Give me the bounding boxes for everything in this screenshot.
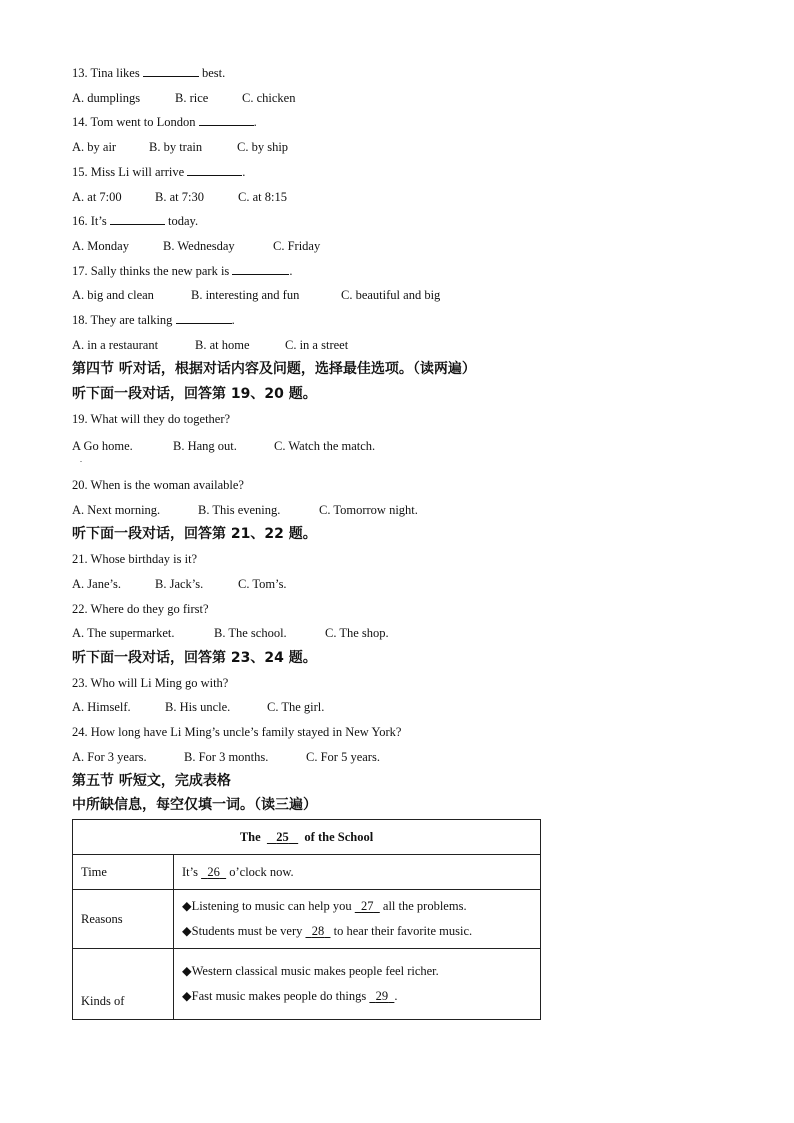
option-c: C. beautiful and big — [341, 288, 441, 302]
option-b: B. Hang out. — [173, 439, 237, 453]
reason-1: ◆Listening to music can help you 27 all the problems. — [182, 894, 532, 919]
blank-25: 25 — [276, 829, 289, 844]
info-table — [72, 819, 541, 1020]
option-b: B. interesting and fun — [191, 288, 300, 302]
time-label-cell: Time — [73, 855, 174, 890]
option-b: B. at home — [195, 338, 250, 352]
option-c: C. The shop. — [325, 626, 389, 640]
option-a: A. in a restaurant — [72, 338, 159, 352]
option-c: C. chicken — [242, 91, 296, 105]
question-20-stem: 20. When is the woman available? — [72, 478, 244, 492]
blank-29: 29 — [375, 989, 389, 1003]
option-a: A. Next morning. — [72, 503, 161, 517]
stray-dot: . — [80, 455, 82, 464]
option-c: C. For 5 years. — [306, 750, 380, 764]
question-22-stem: 22. Where do they go first? — [72, 602, 209, 616]
question-15-stem: 15. Miss Li will arrive . — [72, 165, 246, 179]
dialog-instruction-19-20: 听下面一段对话，回答第 19、20 题。 — [72, 386, 317, 402]
answer-blank — [176, 312, 232, 324]
table-title: The 25 of the School — [73, 820, 541, 855]
section-4-title: 第四节 听对话，根据对话内容及问题，选择最佳选项。（读两遍） — [72, 361, 476, 377]
answer-blank — [143, 65, 199, 77]
answer-blank — [187, 164, 242, 176]
question-14-stem: 14. Tom went to London . — [72, 115, 257, 129]
option-b: B. The school. — [214, 626, 287, 640]
question-21-stem: 21. Whose birthday is it? — [72, 552, 198, 566]
option-c: C. in a street — [285, 338, 349, 352]
reasons-value-cell — [174, 890, 541, 949]
option-c: C. by ship — [237, 140, 289, 154]
kind-1: ◆Western classical music makes people feel richer. — [182, 964, 439, 978]
section-5-instruction: 中所缺信息，每空仅填一词。（读三遍） — [72, 797, 317, 813]
question-17-stem: 17. Sally thinks the new park is . — [72, 264, 293, 278]
question-18-stem: 18. They are talking . — [72, 313, 235, 327]
question-13-stem: 13. Tina likes best. — [72, 66, 226, 80]
option-c: C. Tom’s. — [238, 577, 287, 591]
question-16-stem: 16. It’s today. — [72, 214, 199, 228]
reasons-label-cell: Reasons — [73, 890, 174, 949]
option-b: B. rice — [175, 91, 209, 105]
answer-blank — [199, 114, 254, 126]
option-a: A. at 7:00 — [72, 190, 122, 204]
option-c: C. The girl. — [267, 700, 325, 714]
option-b: B. Wednesday — [163, 239, 235, 253]
question-23-stem: 23. Who will Li Ming go with? — [72, 676, 229, 690]
option-c: C. Friday — [273, 239, 321, 253]
option-c: C. Watch the match. — [274, 439, 376, 453]
option-a: A. Monday — [72, 239, 129, 253]
time-value-cell: It’s 26 o’clock now. — [174, 855, 541, 890]
blank-28: 28 — [311, 924, 325, 938]
kinds-label-cell: Kinds of — [73, 949, 174, 1020]
option-a: A. For 3 years. — [72, 750, 147, 764]
option-b: B. For 3 months. — [184, 750, 269, 764]
section-5-title: 第五节 听短文，完成表格 — [72, 773, 231, 789]
option-a: A. big and clean — [72, 288, 154, 302]
blank-27: 27 — [361, 899, 374, 913]
option-a: A. Himself. — [72, 700, 131, 714]
answer-blank — [110, 213, 165, 225]
option-a: A. by air — [72, 140, 117, 154]
option-c: C. at 8:15 — [238, 190, 287, 204]
dialog-instruction-23-24: 听下面一段对话，回答第 23、24 题。 — [72, 650, 317, 666]
dialog-instruction-21-22: 听下面一段对话，回答第 21、22 题。 — [72, 526, 317, 542]
option-b: B. This evening. — [198, 503, 281, 517]
question-19-stem: 19. What will they do together? — [72, 412, 231, 426]
option-a: A Go home. — [72, 439, 133, 453]
question-24-stem: 24. How long have Li Ming’s uncle’s family stayed in New York? — [72, 725, 402, 739]
kind-2: ◆Fast music makes people do things 29 . — [182, 984, 532, 1009]
option-b: B. by train — [149, 140, 203, 154]
option-a: A. The supermarket. — [72, 626, 175, 640]
option-b: B. Jack’s. — [155, 577, 204, 591]
answer-blank — [232, 263, 289, 275]
option-a: A. dumplings — [72, 91, 141, 105]
blank-26: 26 — [207, 864, 220, 879]
reason-2: ◆Students must be very 28 to hear their favorite music. — [182, 919, 532, 944]
option-c: C. Tomorrow night. — [319, 503, 418, 517]
kinds-value-cell — [174, 949, 541, 1020]
option-b: B. at 7:30 — [155, 190, 204, 204]
option-b: B. His uncle. — [165, 700, 231, 714]
option-a: A. Jane’s. — [72, 577, 121, 591]
